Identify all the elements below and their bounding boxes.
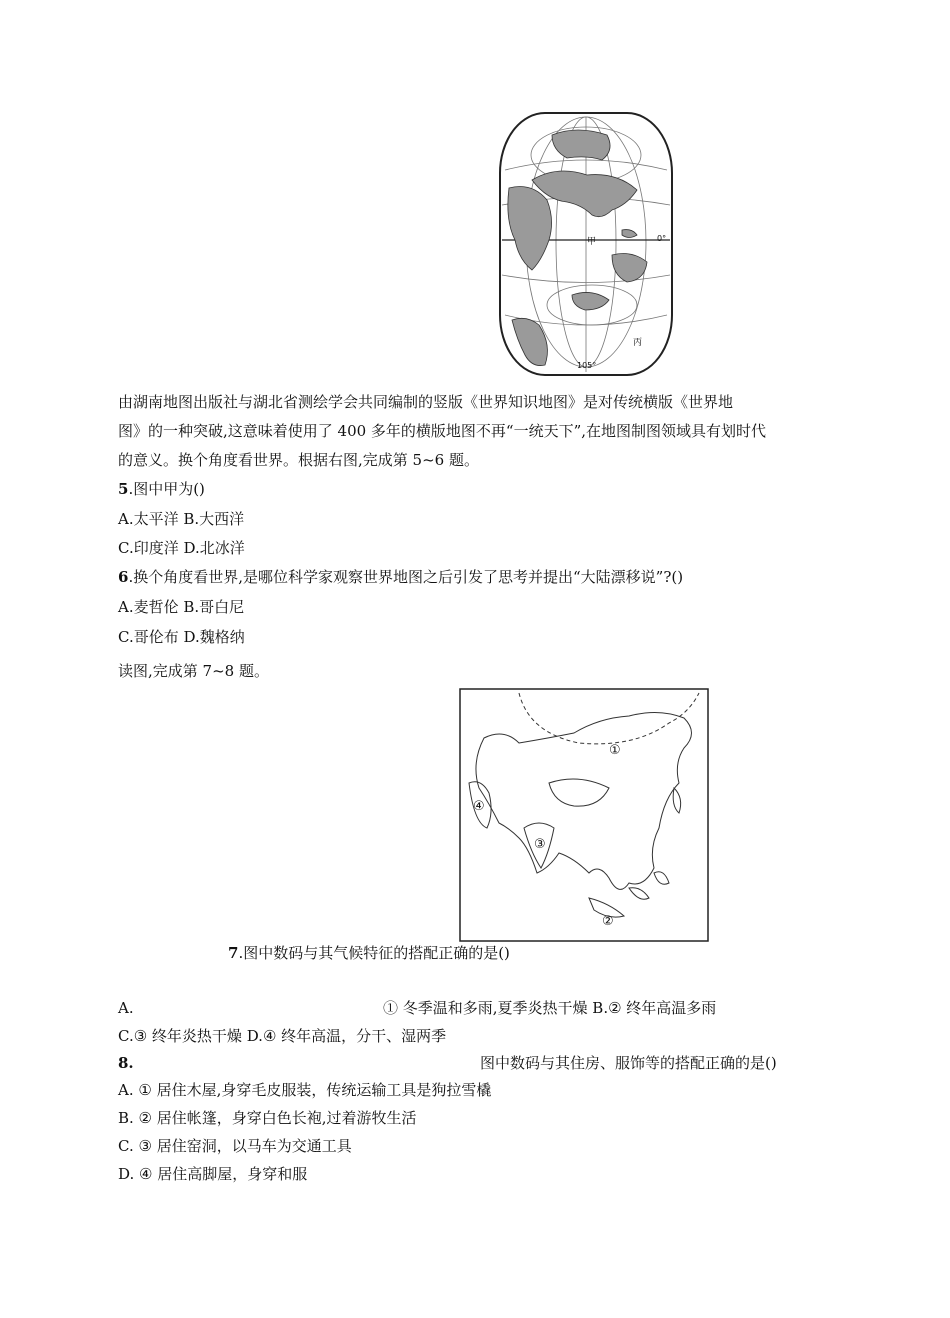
question-8-option-d: D. ④ 居住高脚屋，身穿和服: [118, 1165, 308, 1183]
question-7-options-ab: ① 冬季温和多雨,夏季炎热干燥 B.② 终年高温多雨: [383, 999, 717, 1017]
question-6-number: 6: [118, 568, 129, 586]
intro-7-8: 读图,完成第 7~8 题。: [118, 662, 269, 680]
map2-label-4: ④: [473, 799, 485, 814]
asia-outline-map: [459, 688, 709, 942]
question-8-stem: 图中数码与其住房、服饰等的搭配正确的是(): [480, 1054, 777, 1072]
map1-label-jia: 甲: [587, 237, 597, 247]
question-8-option-b: B. ② 居住帐篷，身穿白色长袍,过着游牧生活: [118, 1109, 417, 1127]
map1-label-equator: 0°: [657, 234, 667, 243]
map2-label-2: ②: [602, 914, 614, 929]
question-6-stem: [118, 567, 683, 587]
map1-label-meridian: 105°: [577, 361, 597, 370]
question-6-text: .换个角度看世界,是哪位科学家观察世界地图之后引发了思考并提出“大陆漂移说”?(): [128, 568, 684, 586]
intro-line-2: 图》的一种突破,这意味着使用了 400 多年的横版地图不再“一统天下”,在地图制图领域具有划时代: [118, 422, 767, 440]
map2-label-3: ③: [534, 837, 546, 852]
question-7-options-cd: C.③ 终年炎热干燥 D.④ 终年高温，分干、湿两季: [118, 1027, 447, 1045]
question-8-number: 8.: [118, 1054, 134, 1072]
question-7-number: 7: [228, 944, 239, 962]
question-5-text: .图中甲为(): [128, 480, 205, 498]
question-8-option-a: A. ① 居住木屋,身穿毛皮服装，传统运输工具是狗拉雪橇: [118, 1081, 492, 1099]
question-5-number: 5: [118, 480, 129, 498]
intro-line-3: 的意义。换个角度看世界。根据右图,完成第 5~6 题。: [118, 451, 479, 469]
intro-line-1: 由湖南地图出版社与湖北省测绘学会共同编制的竖版《世界知识地图》是对传统横版《世界地: [118, 393, 734, 411]
map1-label-bing: 丙: [633, 338, 643, 348]
question-6-options-cd: C.哥伦布 D.魏格纳: [118, 628, 245, 646]
question-5-options-ab: A.太平洋 B.大西洋: [118, 510, 245, 528]
question-7-text: .图中数码与其气候特征的搭配正确的是(): [238, 944, 510, 962]
question-5-stem: [118, 479, 205, 499]
vertical-world-map: [497, 110, 675, 378]
question-6-options-ab: A.麦哲伦 B.哥白尼: [118, 598, 245, 616]
question-5-options-cd: C.印度洋 D.北冰洋: [118, 539, 245, 557]
question-8-option-c: C. ③ 居住窑洞，以马车为交通工具: [118, 1137, 352, 1155]
map2-label-1: ①: [609, 743, 621, 758]
question-7-option-a-label: A.: [118, 999, 134, 1017]
question-7-stem: [228, 943, 510, 963]
